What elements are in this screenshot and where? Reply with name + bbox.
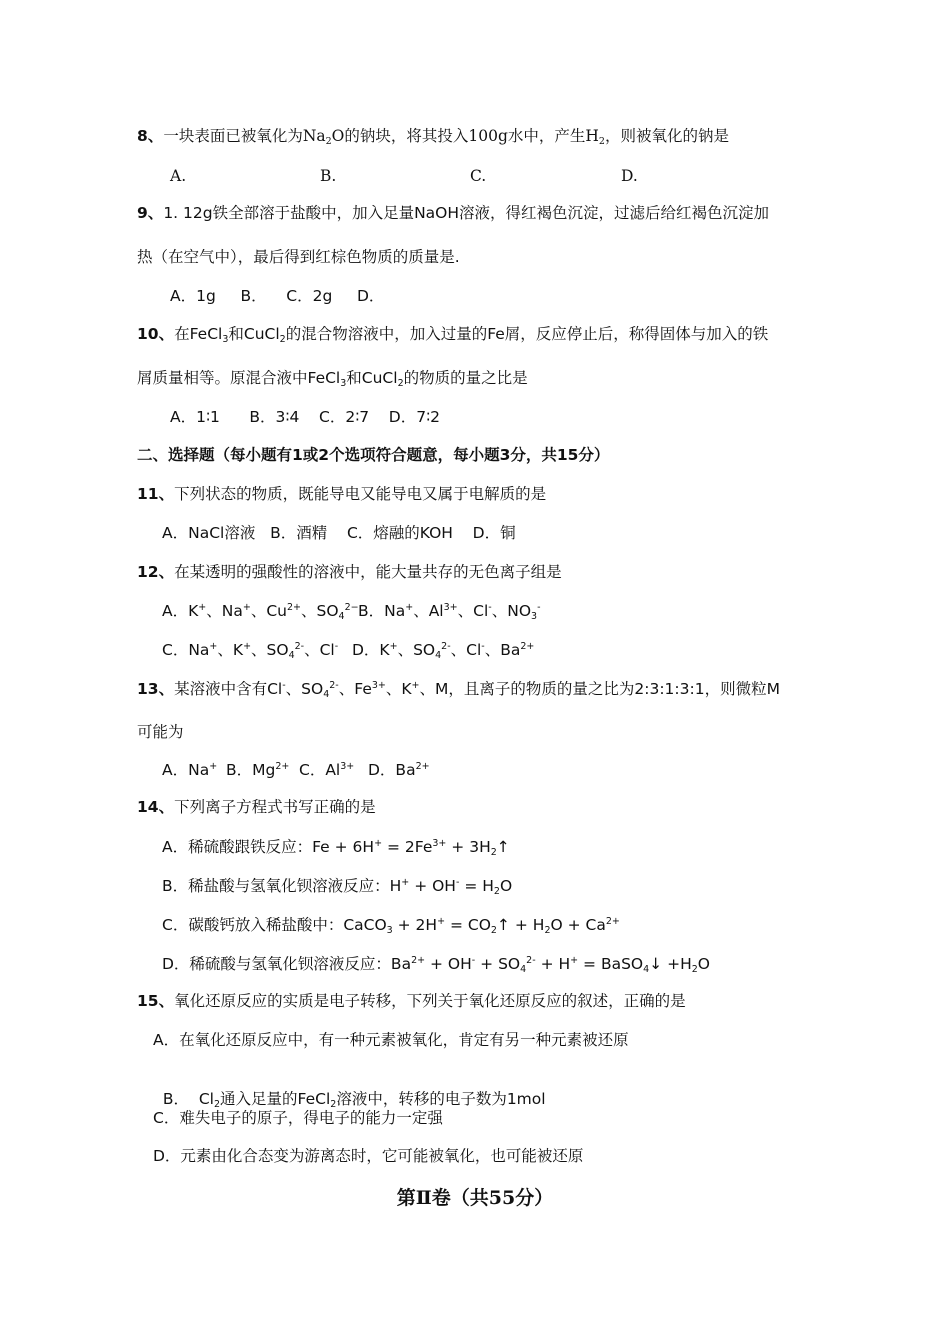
question-number: 11 [137, 485, 159, 503]
question-number: 9 [137, 204, 148, 222]
q15-line1: 15、氧化还原反应的实质是电子转移，下列关于氧化还原反应的叙述，正确的是 [137, 992, 686, 1010]
q13-line2: 可能为 [137, 723, 184, 741]
question-number: 15 [137, 992, 159, 1010]
q15-option-d: D．元素由化合态变为游离态时，它可能被氧化，也可能被还原 [153, 1147, 584, 1165]
q12-option-b: B．Na+、$Al^{3+}$、Cl-、$NO_3^-$ [358, 602, 541, 622]
q13-option-c: C．$Al^{3+}$ [299, 761, 355, 779]
question-number: 8 [137, 127, 148, 145]
q8-option-b: B. [320, 167, 337, 185]
q9-line2: 热（在空气中），最后得到红棕色物质的质量是. [137, 248, 460, 266]
q11-options: A．NaCl溶液 B．酒精 C．熔融的KOH D．铜 [162, 524, 516, 542]
question-number: 12 [137, 563, 159, 581]
q14-line1: 14、下列离子方程式书写正确的是 [137, 798, 376, 816]
question-number: 14 [137, 798, 159, 816]
q13-option-a: A．Na+ [162, 761, 218, 779]
q14-option-c: C．碳酸钙放入稀盐酸中：CaCO$_3$ + $2H^+ = CO_2↑ + H_2O + Ca^{2+}$ [162, 916, 620, 936]
q9-options: A．1g B． C．2g D． [170, 287, 385, 305]
q12-line1: 12、在某透明的强酸性的溶液中，能大量共存的无色离子组是 [137, 563, 562, 581]
q13-option-b: B．$Mg^{2+}$ [226, 761, 290, 779]
q10-line2: 屑质量相等。原混合液中FeCl$_3$和CuCl$_2$的物质的量之比是 [137, 369, 528, 389]
q11-line1: 11、下列状态的物质，既能导电又能导电又属于电解质的是 [137, 485, 547, 503]
question-number: 13 [137, 680, 159, 698]
q15-option-c: C．难失电子的原子，得电子的能力一定强 [153, 1109, 443, 1127]
q12-options-ab [162, 601, 541, 622]
q12-options-cd [162, 640, 535, 661]
q14-option-b: B．稀盐酸与氢氧化钡溶液反应：$H^+ + OH^- = H_2O$ [162, 877, 513, 897]
part-title: 第Ⅱ卷（共55分） [396, 1187, 554, 1209]
q13-option-d: D．$Ba^{2+}$ [368, 761, 430, 779]
q12-option-a: A．K+、Na+、$Cu^{2+}$、$SO_4^{2-}$ [162, 602, 359, 622]
q8-option-a: A. [170, 167, 187, 185]
q8-text: 一块表面已被氧化为$Na_2O$的钠块，将其投入100g水中，产生$H_2$，则被氧化的钠是 [163, 127, 729, 147]
q9-line1: 9、1. 12g铁全部溶于盐酸中，加入足量NaOH溶液，得红褐色沉淀，过滤后给红褐色沉淀加 [137, 204, 770, 222]
q15-option-a: A．在氧化还原反应中，有一种元素被氧化，肯定有另一种元素被还原 [153, 1031, 629, 1049]
q8-option-c: C. [470, 167, 487, 185]
q15-option-b: B． $Cl_2$通入足量的FeCl$_2$溶液中，转移的电子数为1mol [162, 1090, 546, 1110]
q9-text: 1. 12g铁全部溶于盐酸中，加入足量NaOH溶液，得红褐色沉淀，过滤后给红褐色沉淀加 [163, 204, 770, 222]
q14-option-d: D．稀硫酸与氢氧化钡溶液反应：$Ba^{2+} + OH^- + SO_4^{2-} + H^+$ = BaSO$_4$↓ $+H_2O$ [162, 955, 710, 975]
q10-options: A．1∶1 B．3∶4 C．2∶7 D．7∶2 [170, 408, 441, 426]
q14-option-a: A．稀硫酸跟铁反应：$Fe + 6H^+ = 2Fe^{3+}$ + $3H_2↑$ [162, 838, 510, 858]
section-heading: 二、选择题（每小题有1或2个选项符合题意，每小题3分，共15分） [137, 446, 610, 464]
q12-option-c: C．Na+、K+、$SO_4^{2-}$、Cl- [162, 641, 339, 661]
q12-option-d: D．K+、$SO_4^{2-}$、Cl-、$Ba^{2+}$ [352, 641, 535, 661]
q8-line1: 8、一块表面已被氧化为$Na_2O$的钠块，将其投入100g水中，产生$H_2$，则被氧化的钠是 [137, 127, 729, 147]
q13-line1: 13、某溶液中含有Cl-、$SO_4^{2-}$、$Fe^{3+}$、K+、M，且离子的物质的量之比为2:3:1:3:1，则微粒M [137, 680, 780, 700]
question-number: 10 [137, 325, 159, 343]
q10-line1: 10、在FeCl$_3$和CuCl$_2$的混合物溶液中，加入过量的Fe屑，反应停止后，称得固体与加入的铁 [137, 325, 769, 345]
q8-option-d: D. [621, 167, 638, 185]
q13-options [162, 760, 430, 780]
